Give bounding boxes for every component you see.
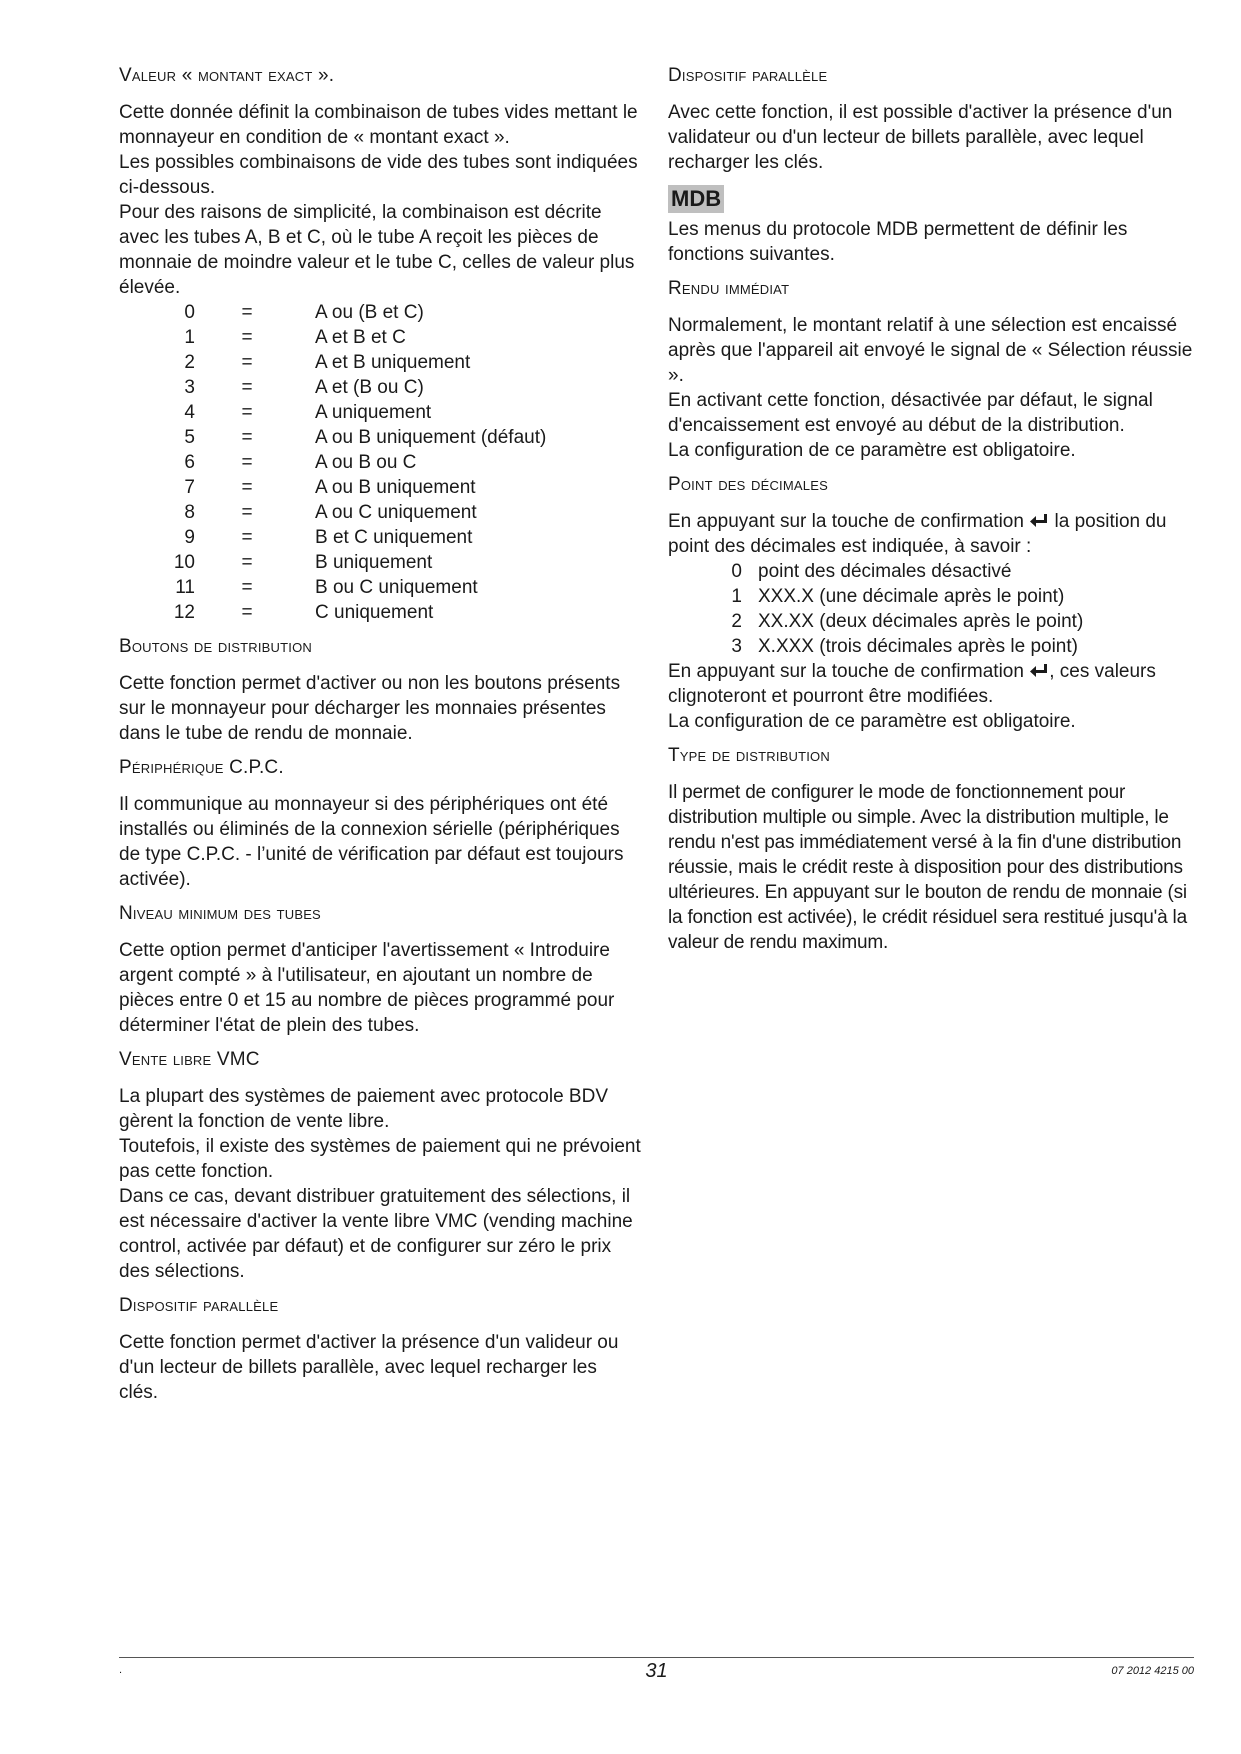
section-point-decimales bbox=[668, 473, 1194, 734]
list-item bbox=[119, 350, 641, 375]
decimal-options-list bbox=[668, 559, 1194, 659]
item-value: A ou B uniquement (défaut) bbox=[315, 427, 547, 448]
paragraph-text: , ces valeurs clignoteront et pourront être modifiées. bbox=[668, 661, 1156, 707]
item-value: A et B et C bbox=[315, 327, 406, 348]
section-boutons-distribution bbox=[119, 635, 641, 746]
list-item bbox=[119, 325, 641, 350]
paragraph: Cette fonction permet d'activer la présence d'un valideur ou d'un lecteur de billets parallèle, avec lequel recharger les clés. bbox=[119, 1332, 619, 1403]
section-peripherique-cpc bbox=[119, 756, 641, 892]
paragraph: La configuration de ce paramètre est obligatoire. bbox=[668, 440, 1076, 461]
item-value: B uniquement bbox=[315, 552, 433, 573]
item-number: 1 bbox=[731, 586, 742, 607]
paragraph: Cette option permet d'anticiper l'avertissement « Introduire argent compté » à l'utilisateur, en ajoutant un nombre de pièces entre 0 et 15 au nombre de pièces programmé pour déterminer l'état de plein des tubes. bbox=[119, 940, 615, 1036]
equals-sign: = bbox=[241, 427, 253, 448]
item-value: A ou B uniquement bbox=[315, 477, 476, 498]
item-value: B ou C uniquement bbox=[315, 577, 478, 598]
item-value: C uniquement bbox=[315, 602, 434, 623]
list-item bbox=[119, 375, 641, 400]
item-number: 2 bbox=[184, 352, 195, 373]
list-item bbox=[119, 400, 641, 425]
item-value: point des décimales désactivé bbox=[758, 561, 1012, 582]
item-number: 10 bbox=[173, 552, 195, 573]
paragraph: Il communique au monnayeur si des périphériques ont été installés ou éliminés de la connexion sérielle (périphériques de type C.P.C. - l’unité de vérification par défaut est toujours activée). bbox=[119, 794, 624, 890]
item-number: 3 bbox=[731, 636, 742, 657]
equals-sign: = bbox=[241, 402, 253, 423]
section-vente-libre bbox=[119, 1048, 641, 1284]
paragraph: Les menus du protocole MDB permettent de définir les fonctions suivantes. bbox=[668, 219, 1128, 265]
list-item bbox=[119, 475, 641, 500]
item-value: X.XXX (trois décimales après le point) bbox=[758, 636, 1078, 657]
tube-combination-list bbox=[119, 300, 641, 625]
section-rendu-immediat bbox=[668, 277, 1194, 463]
item-value: A ou C uniquement bbox=[315, 502, 477, 523]
list-item bbox=[668, 609, 1194, 634]
item-value: A uniquement bbox=[315, 402, 432, 423]
section-title: Périphérique C.P.C. bbox=[119, 757, 284, 778]
paragraph-text: En appuyant sur la touche de confirmation bbox=[668, 511, 1024, 532]
item-number: 1 bbox=[184, 327, 195, 348]
item-number: 5 bbox=[184, 427, 195, 448]
item-number: 11 bbox=[175, 577, 195, 598]
list-item bbox=[668, 634, 1194, 659]
list-item bbox=[119, 500, 641, 525]
item-number: 0 bbox=[731, 561, 742, 582]
document-code: 07 2012 4215 00 bbox=[1111, 1665, 1194, 1677]
enter-key-icon bbox=[1029, 513, 1049, 529]
paragraph: Les possibles combinaisons de vide des tubes sont indiquées ci-dessous. bbox=[119, 152, 638, 198]
equals-sign: = bbox=[241, 552, 253, 573]
list-item bbox=[119, 575, 641, 600]
section-title: Niveau minimum des tubes bbox=[119, 903, 321, 924]
item-number: 12 bbox=[173, 602, 195, 623]
item-number: 8 bbox=[184, 502, 195, 523]
equals-sign: = bbox=[241, 502, 253, 523]
item-value: A ou B ou C bbox=[315, 452, 417, 473]
equals-sign: = bbox=[241, 577, 253, 598]
list-item bbox=[119, 450, 641, 475]
item-value: A ou (B et C) bbox=[315, 302, 424, 323]
paragraph: Cette donnée définit la combinaison de tubes vides mettant le monnayeur en condition de « montant exact ». bbox=[119, 102, 638, 148]
section-title: Valeur « montant exact ». bbox=[119, 65, 335, 86]
footer-divider bbox=[119, 1657, 1194, 1658]
equals-sign: = bbox=[241, 302, 253, 323]
item-number: 3 bbox=[184, 377, 195, 398]
item-number: 9 bbox=[184, 527, 195, 548]
paragraph bbox=[668, 509, 1194, 559]
section-montant-exact bbox=[119, 64, 641, 625]
equals-sign: = bbox=[241, 352, 253, 373]
item-number: 0 bbox=[184, 302, 195, 323]
list-item bbox=[119, 425, 641, 450]
section-type-distribution bbox=[668, 744, 1194, 955]
list-item bbox=[668, 584, 1194, 609]
equals-sign: = bbox=[241, 477, 253, 498]
item-value: A et B uniquement bbox=[315, 352, 471, 373]
paragraph bbox=[668, 659, 1194, 709]
item-value: XX.XX (deux décimales après le point) bbox=[758, 611, 1084, 632]
list-item bbox=[119, 550, 641, 575]
item-value: B et C uniquement bbox=[315, 527, 473, 548]
item-number: 6 bbox=[184, 452, 195, 473]
section-title: Type de distribution bbox=[668, 745, 830, 766]
item-value: A et (B ou C) bbox=[315, 377, 424, 398]
item-number: 2 bbox=[731, 611, 742, 632]
page-footer bbox=[119, 1660, 1194, 1684]
footer-mark: . bbox=[119, 1664, 123, 1676]
section-title: Boutons de distribution bbox=[119, 636, 312, 657]
paragraph: La configuration de ce paramètre est obligatoire. bbox=[668, 711, 1076, 732]
item-value: XXX.X (une décimale après le point) bbox=[758, 586, 1065, 607]
list-item bbox=[119, 300, 641, 325]
section-niveau-minimum bbox=[119, 902, 641, 1038]
paragraph-text: la position du point des décimales est indiquée, à savoir : bbox=[668, 511, 1167, 557]
paragraph: Normalement, le montant relatif à une sélection est encaissé après que l'appareil ait envoyé le signal de « Sélection réussie ». bbox=[668, 315, 1193, 386]
enter-key-icon bbox=[1029, 663, 1049, 679]
paragraph: Il permet de configurer le mode de fonctionnement pour distribution multiple ou simple. Avec la distribution multiple, le rendu n'est pas immédiatement versé à la fin d'une distribution réussie, mais le crédit reste à disposition pour des distributions ultérieures. En appuyant sur le bouton de rendu de monnaie (si la fonction est activée), le crédit résiduel sera restitué jusqu'à la valeur de rendu maximum. bbox=[668, 782, 1187, 953]
page-number: 31 bbox=[645, 1660, 668, 1682]
right-column bbox=[668, 64, 1194, 965]
left-column bbox=[119, 64, 641, 1415]
paragraph: Pour des raisons de simplicité, la combinaison est décrite avec les tubes A, B et C, où le tube A reçoit les pièces de monnaie de moindre valeur et le tube C, celles de valeur plus élevée. bbox=[119, 202, 635, 298]
list-item bbox=[119, 600, 641, 625]
list-item bbox=[119, 525, 641, 550]
paragraph-text: En appuyant sur la touche de confirmation bbox=[668, 661, 1024, 682]
section-title: Dispositif parallèle bbox=[119, 1295, 279, 1316]
section-mdb bbox=[668, 183, 1194, 267]
item-number: 7 bbox=[184, 477, 195, 498]
paragraph: La plupart des systèmes de paiement avec protocole BDV gèrent la fonction de vente libre. bbox=[119, 1086, 608, 1132]
equals-sign: = bbox=[241, 377, 253, 398]
section-title: Vente libre VMC bbox=[119, 1049, 260, 1070]
list-item bbox=[668, 559, 1194, 584]
equals-sign: = bbox=[241, 452, 253, 473]
paragraph: Cette fonction permet d'activer ou non les boutons présents sur le monnayeur pour décharger les monnaies présentes dans le tube de rendu de monnaie. bbox=[119, 673, 621, 744]
section-dispositif-parallele bbox=[668, 64, 1194, 175]
section-title: Point des décimales bbox=[668, 474, 828, 495]
equals-sign: = bbox=[241, 327, 253, 348]
item-number: 4 bbox=[184, 402, 195, 423]
paragraph: Dans ce cas, devant distribuer gratuitement des sélections, il est nécessaire d'activer la vente libre VMC (vending machine control, activée par défaut) et de configurer sur zéro le prix des sélections. bbox=[119, 1186, 633, 1282]
paragraph: En activant cette fonction, désactivée par défaut, le signal d'encaissement est envoyé au début de la distribution. bbox=[668, 390, 1153, 436]
section-title: Rendu immédiat bbox=[668, 278, 790, 299]
section-title: Dispositif parallèle bbox=[668, 65, 828, 86]
equals-sign: = bbox=[241, 527, 253, 548]
section-dispositif-parallele bbox=[119, 1294, 641, 1405]
paragraph: Toutefois, il existe des systèmes de paiement qui ne prévoient pas cette fonction. bbox=[119, 1136, 641, 1182]
equals-sign: = bbox=[241, 602, 253, 623]
mdb-heading: MDB bbox=[668, 185, 724, 213]
paragraph: Avec cette fonction, il est possible d'activer la présence d'un validateur ou d'un lecteur de billets parallèle, avec lequel recharger les clés. bbox=[668, 102, 1173, 173]
